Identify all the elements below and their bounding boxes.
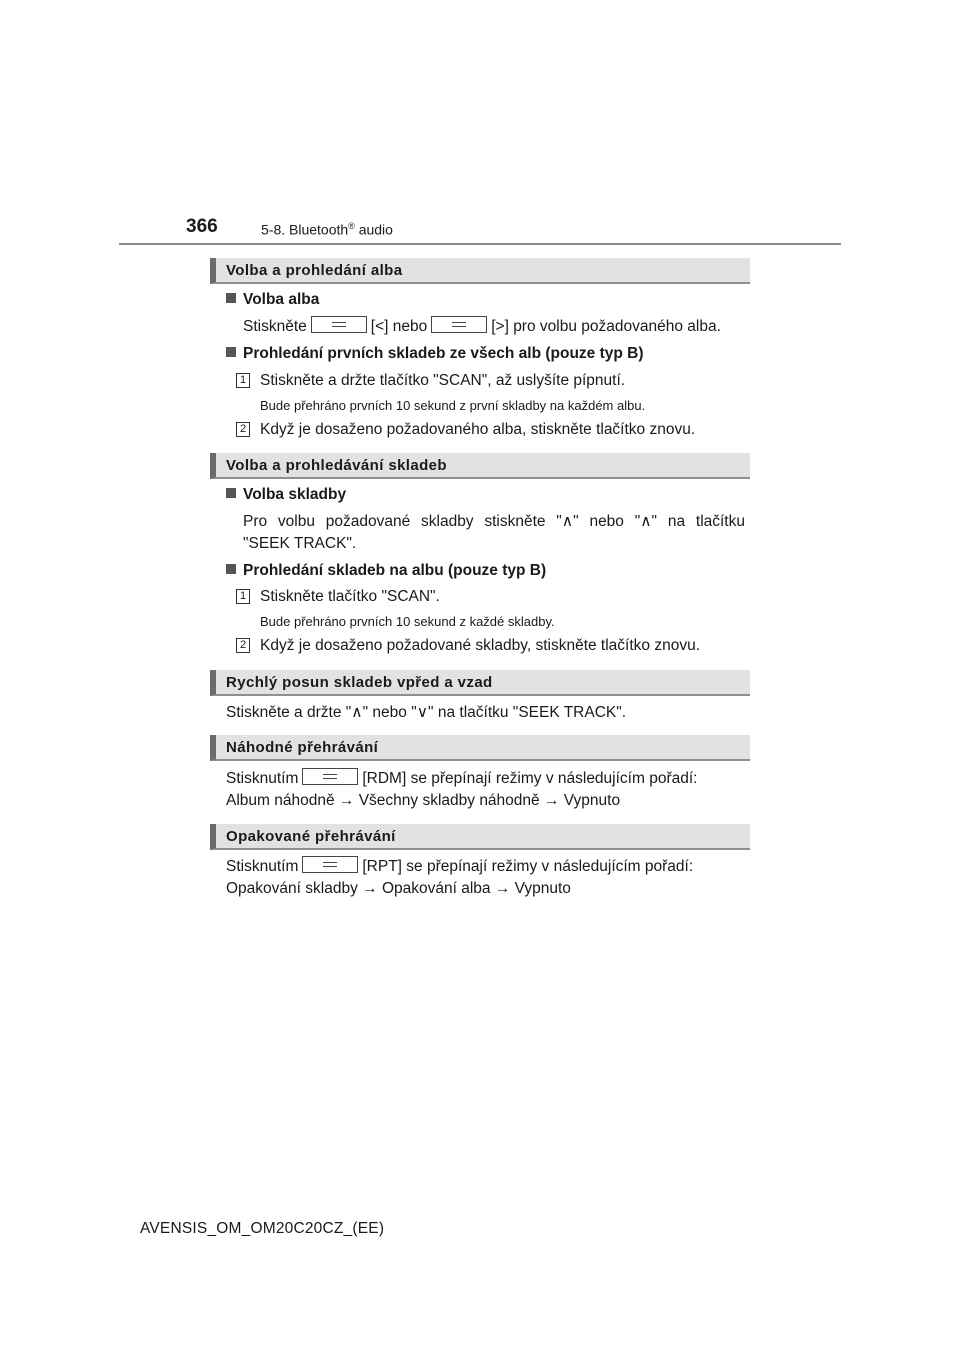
- square-bullet-icon: [226, 488, 236, 498]
- chapter-suffix: audio: [354, 221, 393, 238]
- section-header-repeat: [210, 824, 750, 850]
- subheading-track-scan: [226, 562, 546, 580]
- step-number-icon: 2: [236, 422, 250, 437]
- square-bullet-icon: [226, 293, 236, 303]
- album-select-text: [243, 316, 721, 338]
- section-title: Volba a prohledávání skladeb: [226, 457, 447, 474]
- text-part: [RDM] se přepínají režimy v následujícím pořadí:: [362, 770, 698, 787]
- text-part: [>] pro volbu požadovaného alba.: [491, 318, 721, 335]
- step-text: Stiskněte tlačítko "SCAN".: [260, 588, 440, 605]
- text-part: [<] nebo: [370, 318, 428, 335]
- next-album-button-icon: [431, 316, 487, 333]
- step-text: Když je dosaženo požadovaného alba, stiskněte tlačítko znovu.: [260, 421, 696, 438]
- document-code: AVENSIS_OM_OM20C20CZ_(EE): [140, 1220, 385, 1237]
- square-bullet-icon: [226, 564, 236, 574]
- chapter-name: 5-8. Bluetooth: [261, 221, 349, 238]
- text-part: Stisknutím: [226, 858, 299, 875]
- text-part: Stisknutím: [226, 770, 299, 787]
- repeat-modes: Opakování skladby → Opakování alba → Vypnuto: [226, 880, 571, 897]
- section-title: Náhodné přehrávání: [226, 739, 379, 756]
- section-title: Rychlý posun skladeb vpřed a vzad: [226, 674, 493, 691]
- fast-text: Stiskněte a držte "∧" nebo "∨" na tlačítku "SEEK TRACK".: [226, 704, 627, 721]
- step-number-icon: 1: [236, 373, 250, 388]
- track-select-text-line1: Pro volbu požadované skladby stiskněte "∧" nebo "∧" na tlačítku: [243, 513, 745, 530]
- random-modes: Album náhodně → Všechny skladby náhodně → Vypnuto: [226, 792, 621, 809]
- step-text: Stiskněte a držte tlačítko "SCAN", až uslyšíte pípnutí.: [260, 372, 626, 389]
- track-select-text-line2: "SEEK TRACK".: [243, 535, 357, 552]
- prev-album-button-icon: [311, 316, 367, 333]
- header-divider: [119, 243, 841, 245]
- step-number-icon: 2: [236, 638, 250, 653]
- step-note: Bude přehráno prvních 10 sekund z první skladby na každém albu.: [260, 398, 646, 413]
- text-part: Stiskněte: [243, 318, 307, 335]
- step-number-icon: 1: [236, 589, 250, 604]
- section-header-fast: [210, 670, 750, 696]
- subheading-text: Prohledání prvních skladeb ze všech alb (pouze typ B): [243, 345, 644, 362]
- section-header-tracks: [210, 453, 750, 479]
- repeat-text: [226, 856, 693, 878]
- section-title: Opakované přehrávání: [226, 828, 396, 845]
- registered-mark: ®: [348, 221, 355, 231]
- random-text: [226, 768, 697, 790]
- section-header-album: [210, 258, 750, 284]
- section-title: Volba a prohledání alba: [226, 262, 403, 279]
- section-header-random: [210, 735, 750, 761]
- square-bullet-icon: [226, 347, 236, 357]
- page-number: 366: [186, 216, 218, 237]
- subheading-album-select: [226, 291, 319, 309]
- subheading-text: Prohledání skladeb na albu (pouze typ B): [243, 562, 547, 579]
- step-note: Bude přehráno prvních 10 sekund z každé skladby.: [260, 614, 555, 629]
- step-text: Když je dosaženo požadované skladby, stiskněte tlačítko znovu.: [260, 637, 701, 654]
- text-part: [RPT] se přepínají režimy v následujícím pořadí:: [362, 858, 694, 875]
- subheading-track-select: [226, 486, 346, 504]
- subheading-text: Volba skladby: [243, 486, 347, 503]
- rdm-button-icon: [302, 768, 358, 785]
- subheading-text: Volba alba: [243, 291, 320, 308]
- subheading-album-scan: [226, 345, 644, 363]
- chapter-title: [261, 221, 393, 238]
- rpt-button-icon: [302, 856, 358, 873]
